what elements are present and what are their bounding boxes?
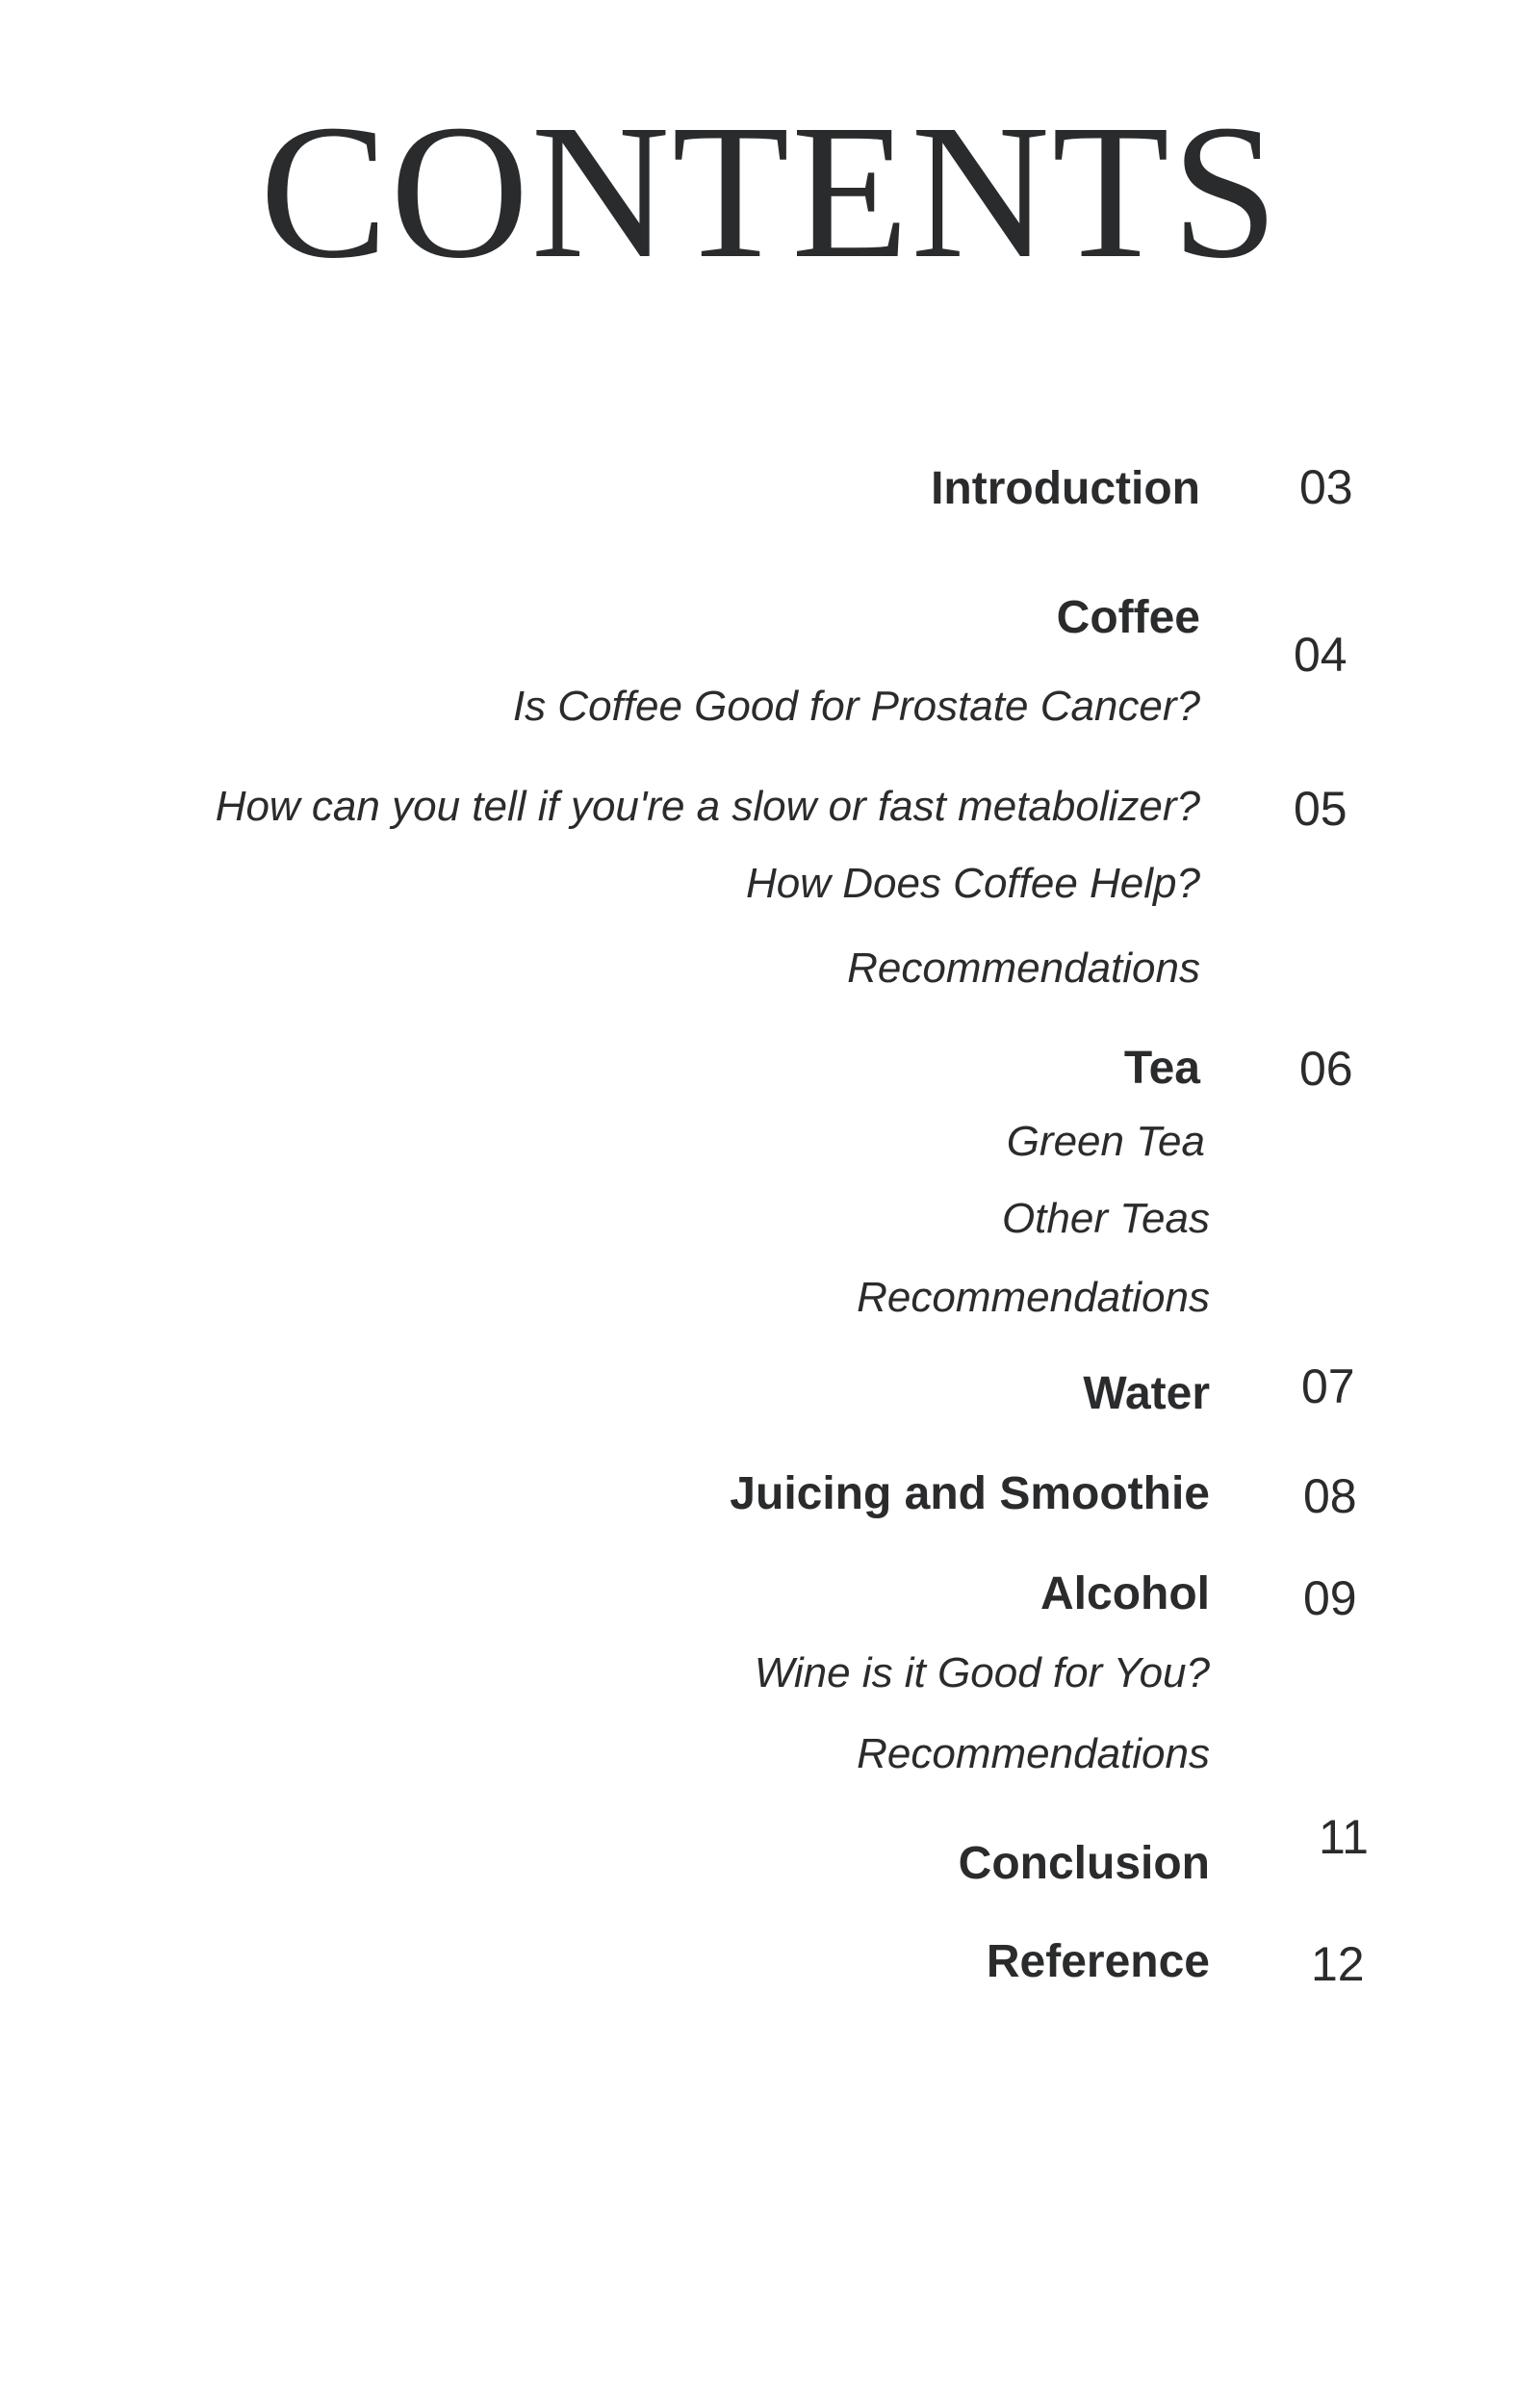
toc-entry-juicing[interactable]: Juicing and Smoothie <box>730 1468 1210 1519</box>
toc-page-introduction[interactable]: 03 <box>1299 460 1353 514</box>
toc-page-water[interactable]: 07 <box>1301 1359 1355 1413</box>
page-title: CONTENTS <box>259 86 1281 298</box>
toc-subentry-coffee-recommendations[interactable]: Recommendations <box>847 945 1200 992</box>
toc-page-juicing[interactable]: 08 <box>1303 1469 1357 1523</box>
toc-page-coffee[interactable]: 04 <box>1294 628 1348 682</box>
toc-subentry-coffee-help[interactable]: How Does Coffee Help? <box>745 860 1200 907</box>
toc-subentry-tea-recommendations[interactable]: Recommendations <box>857 1274 1210 1321</box>
toc-entry-reference[interactable]: Reference <box>986 1936 1210 1987</box>
toc-entry-coffee[interactable]: Coffee <box>1056 592 1200 643</box>
toc-page-coffee-metabolizer[interactable]: 05 <box>1294 782 1348 836</box>
toc-page-alcohol[interactable]: 09 <box>1303 1571 1357 1625</box>
toc-subentry-other-teas[interactable]: Other Teas <box>1001 1195 1210 1242</box>
toc-page-reference[interactable]: 12 <box>1311 1937 1365 1991</box>
toc-entry-conclusion[interactable]: Conclusion <box>958 1838 1210 1889</box>
toc-page-tea[interactable]: 06 <box>1299 1042 1353 1096</box>
toc-page-conclusion[interactable]: 11 <box>1319 1810 1369 1864</box>
toc-entry-alcohol[interactable]: Alcohol <box>1040 1568 1210 1619</box>
toc-subentry-wine[interactable]: Wine is it Good for You? <box>754 1649 1210 1696</box>
toc-subentry-coffee-metabolizer[interactable]: How can you tell if you're a slow or fast metabolizer? <box>215 783 1200 830</box>
toc-entry-tea[interactable]: Tea <box>1123 1043 1200 1094</box>
toc-entry-water[interactable]: Water <box>1083 1368 1210 1419</box>
toc-subentry-alcohol-recommendations[interactable]: Recommendations <box>857 1730 1210 1777</box>
toc-entry-introduction[interactable]: Introduction <box>931 463 1200 514</box>
toc-subentry-green-tea[interactable]: Green Tea <box>1006 1118 1205 1165</box>
toc-subentry-coffee-prostate[interactable]: Is Coffee Good for Prostate Cancer? <box>512 683 1200 730</box>
